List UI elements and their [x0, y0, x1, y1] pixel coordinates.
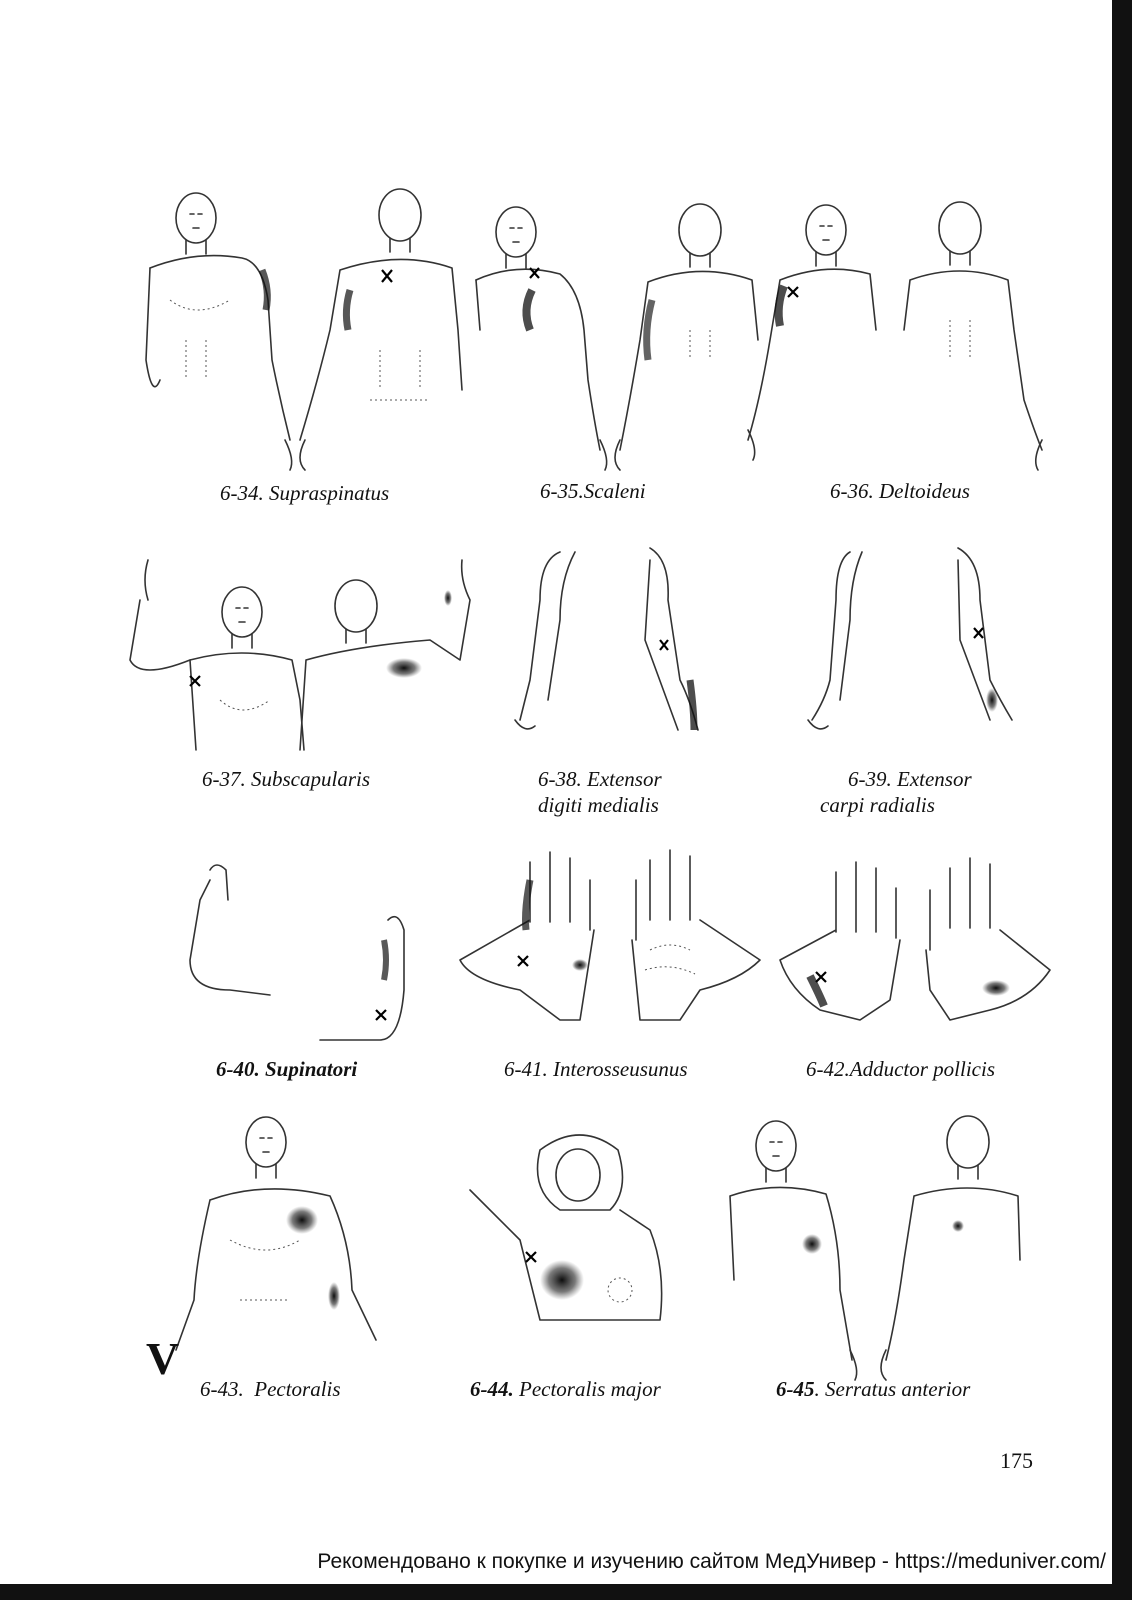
footer-link[interactable]: Рекомендовано к покупке и изучению сайтом МедУнивер - https://meduniver.com/	[317, 1550, 1106, 1573]
figure-6-38-drawing	[515, 548, 698, 730]
caption-6-40: 6-40. Supinatori	[216, 1057, 358, 1081]
caption-6-37: 6-37. Subscapularis	[202, 767, 371, 791]
caption-6-39: 6-39. Extensor carpi radialis	[820, 767, 972, 817]
caption-6-35: 6-35.Scaleni	[540, 479, 646, 503]
caption-6-45: 6-45. Serratus anterior	[776, 1377, 971, 1401]
figure-6-43-drawing	[176, 1117, 376, 1350]
figure-6-40-drawing	[190, 865, 404, 1040]
bottom-edge	[0, 1584, 1132, 1600]
figure-6-37-drawing	[130, 560, 470, 750]
caption-6-41: 6-41. Interosseusunus	[504, 1057, 688, 1081]
page-number: 175	[1000, 1448, 1033, 1473]
figure-6-41-drawing	[460, 850, 760, 1020]
caption-6-44: 6-44. Pectoralis major	[470, 1377, 661, 1401]
figure-6-45-drawing	[730, 1116, 1020, 1380]
caption-6-34: 6-34. Supraspinatus	[220, 481, 390, 505]
caption-6-36: 6-36. Deltoideus	[830, 479, 970, 503]
caption-6-43: 6-43. Pectoralis	[200, 1377, 341, 1401]
figure-6-36-drawing	[748, 202, 1042, 470]
figure-6-39-drawing	[808, 548, 1012, 729]
caption-6-38: 6-38. Extensor digiti medialis	[538, 767, 662, 817]
figure-6-35-drawing	[476, 204, 758, 470]
figure-6-34-drawing	[146, 189, 462, 470]
caption-6-42: 6-42.Adductor pollicis	[806, 1057, 995, 1081]
margin-mark: V	[146, 1333, 180, 1384]
figure-6-42-drawing	[780, 858, 1050, 1020]
figure-6-44-drawing	[470, 1135, 662, 1320]
